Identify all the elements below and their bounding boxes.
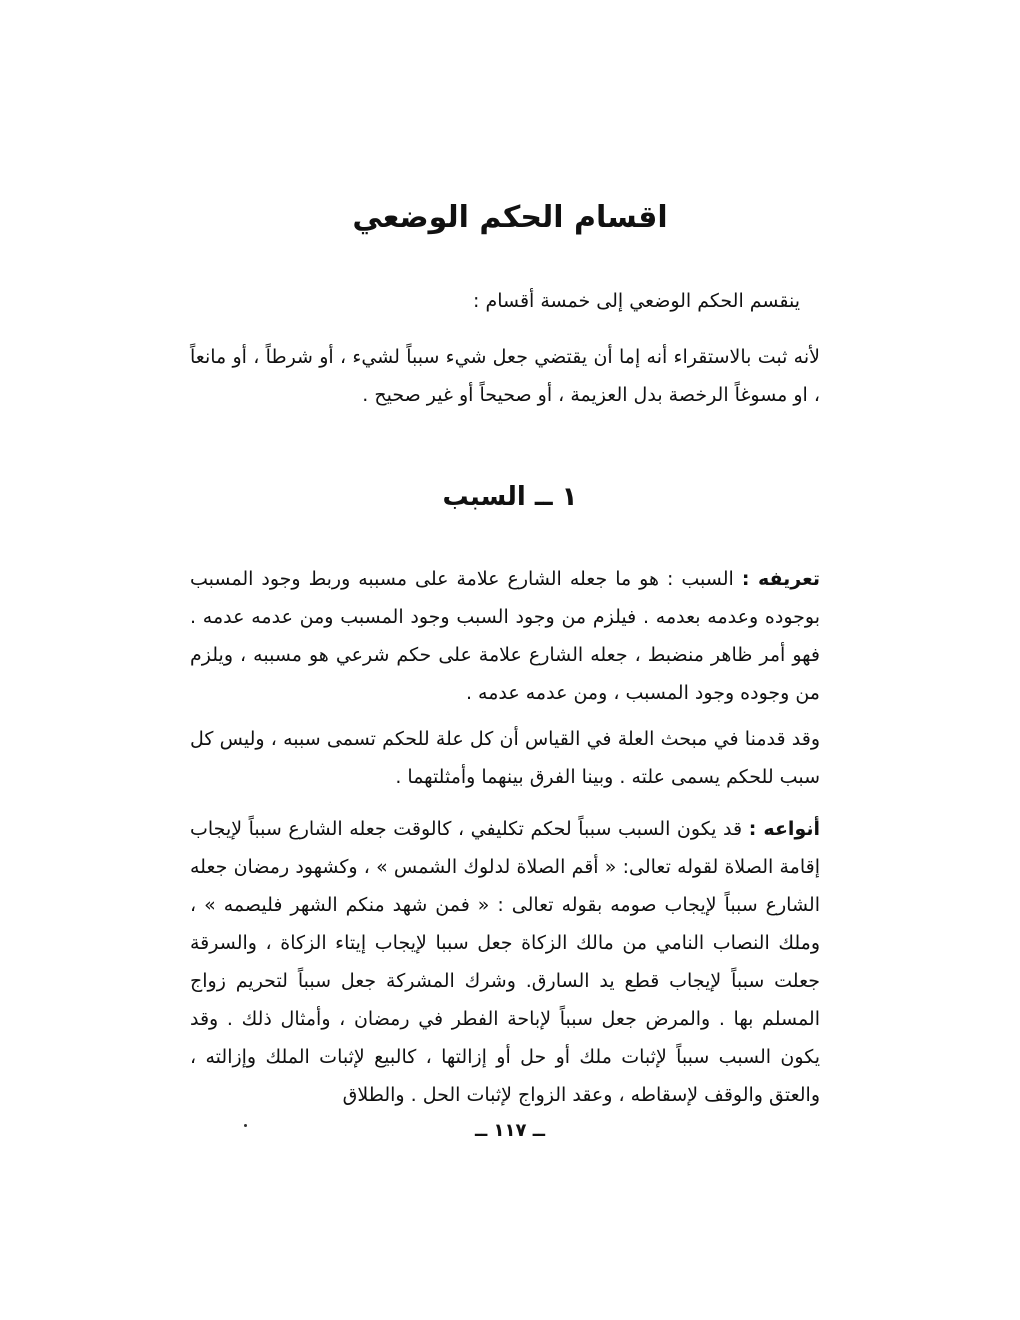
page-title: اقسام الحكم الوضعي	[352, 200, 668, 235]
types-text: قد يكون السبب سبباً لحكم تكليفي ، كالوقت جعله الشارع سبباً لإيجاب إقامة الصلاة لقوله تعالى: « أقم الصلاة لدلوك الشمس » ، وكشهود رمضان جعله الشارع سبباً لإيجاب صومه بقوله تعالى : « فمن شهد منكم الشهر فليصمه » ، وملك النصاب النامي من مالك الزكاة جعل سببا لإيجاب إيتاء الزكاة ، والسرقة جعلت سبباً لإيجاب قطع يد السارق. وشرك المشركة جعل سبباً لتحريم زواج المسلم بها . والمرض جعل سبباً لإباحة الفطر في رمضان ، وأمثال ذلك . وقد يكون السبب سبباً لإثبات ملك أو حل أو إزالتها ، كالبيع لإثبات الملك وإزالته ، والعتق والوقف لإسقاطه ، وعقد الزواج لإثبات الحل . والطلاق	[190, 818, 820, 1106]
types-paragraph	[190, 810, 820, 1114]
cause-vs-reason-paragraph: وقد قدمنا في مبحث العلة في القياس أن كل علة للحكم تسمى سببه ، وليس كل سبب للحكم يسمى علته . وبينا الفرق بينهما وأمثلتهما .	[190, 728, 820, 788]
section-number: ١	[561, 482, 578, 512]
types-label: أنواعه :	[748, 818, 820, 840]
page-number: ــ ١١٧ ــ	[474, 1120, 546, 1141]
section-dash: ــ	[534, 482, 553, 512]
definition-label: تعريفه :	[741, 568, 820, 590]
reason-paragraph: لأنه ثبت بالاستقراء أنه إما أن يقتضي جعل شيء سبباً لشيء ، أو شرطاً ، أو مانعاً ، او مسوغاً الرخصة بدل العزيمة ، أو صحيحاً أو غير صحيح .	[190, 346, 820, 406]
section-heading	[0, 482, 1020, 512]
definition-paragraph	[190, 560, 820, 712]
section-name: السبب	[442, 482, 526, 512]
intro-line: ينقسم الحكم الوضعي إلى خمسة أقسام :	[473, 290, 800, 312]
definition-text: السبب : هو ما جعله الشارع علامة على مسببه وربط وجود المسبب بوجوده وعدمه بعدمه . فيلزم من وجود السبب وجود المسبب ومن عدمه عدمه . فهو أمر ظاهر منضبط ، جعله الشارع علامة على حكم شرعي هو مسببه ، ويلزم من وجوده وجود المسبب ، ومن عدمه عدمه .	[190, 568, 820, 704]
